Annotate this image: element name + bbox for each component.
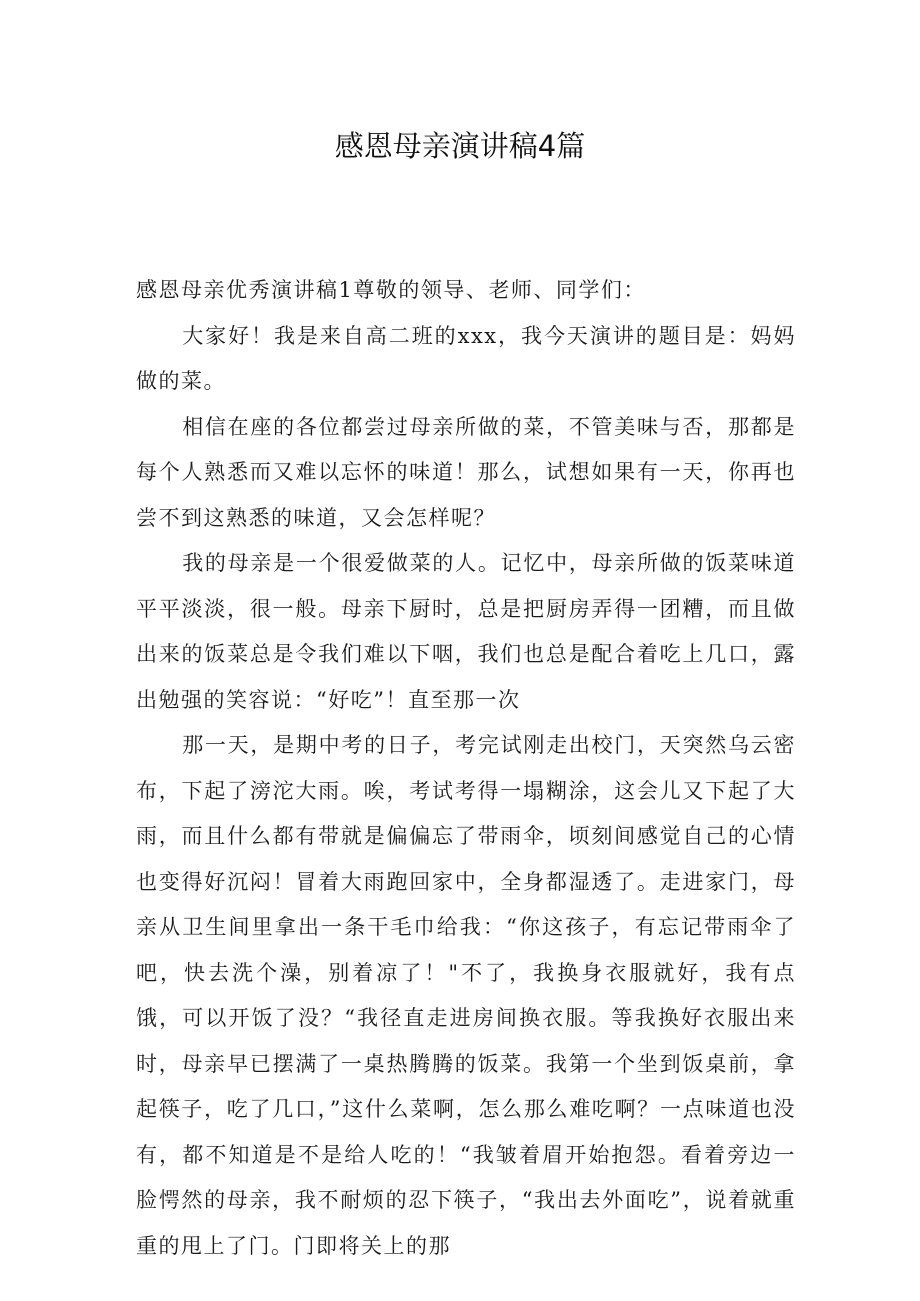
paragraph-intro: 相信在座的各位都尝过母亲所做的菜，不管美味与否，那都是每个人熟悉而又难以忘怀的味道！那么，试想如果有一天，你再也尝不到这熟悉的味道，又会怎样呢？ bbox=[136, 414, 796, 530]
paragraph-rainy-day: 那一天，是期中考的日子，考完试刚走出校门，天突然乌云密布，下起了滂沱大雨。唉，考试考得一塌糊涂，这会儿又下起了大雨，而且什么都有带就是偏偏忘了带雨伞，顷刻间感觉自己的心情也变得好沉闷！冒着大雨跑回家中，全身都湿透了。走进家门，母亲从卫生间里拿出一条干毛巾给我：“你这孩子，有忘记带雨伞了吧，快去洗个澡，别着凉了！"不了，我换身衣服就好，我有点饿，可以开饭了没？“我径直走进房间换衣服。等我换好衣服出来时，母亲早已摆满了一桌热腾腾的饭菜。我第一个坐到饭桌前，拿起筷子，吃了几口，”这什么菜啊，怎么那么难吃啊？一点味道也没有，都不知道是不是给人吃的！“我皱着眉开始抱怨。看着旁边一脸愕然的母亲，我不耐烦的忍下筷子，“我出去外面吃”，说着就重重的甩上了门。门即将关上的那 bbox=[136, 733, 796, 1258]
document-body bbox=[136, 268, 796, 1269]
paragraph-mother-cooking: 我的母亲是一个很爱做菜的人。记忆中，母亲所做的饭菜味道平平淡淡，很一般。母亲下厨时，总是把厨房弄得一团糟，而且做出来的饭菜总是令我们难以下咽，我们也总是配合着吃上几口，露出勉强的笑容说：“好吃”！直至那一次 bbox=[136, 551, 796, 712]
document-title: 感恩母亲演讲稿4篇 bbox=[334, 129, 586, 163]
paragraph-greeting: 大家好！我是来自高二班的xxx，我今天演讲的题目是：妈妈做的菜。 bbox=[136, 323, 796, 393]
paragraph-salutation: 感恩母亲优秀演讲稿1尊敬的领导、老师、同学们： bbox=[136, 278, 646, 302]
